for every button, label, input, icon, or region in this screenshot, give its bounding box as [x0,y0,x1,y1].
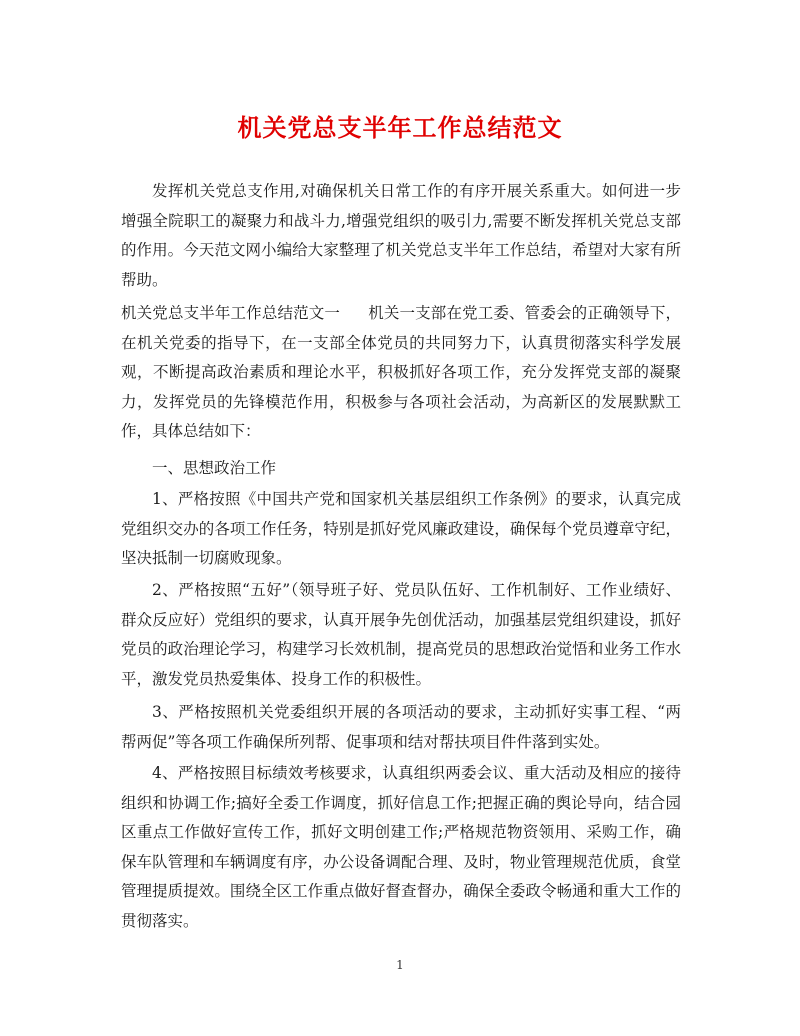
lead-paragraph [121,299,681,447]
lead-label: 机关党总支半年工作总结范文一 [121,304,341,322]
list-item: 2、严格按照“五好”（领导班子好、党员队伍好、工作机制好、工作业绩好、群众反应好）党组织的要求，认真开展争先创优活动，加强基层党组织建设，抓好党员的政治理论学习，构建学习长效机制，提高党员的思想政治觉悟和业务工作水平，激发党员热爱集体、投身工作的积极性。 [121,581,681,688]
document-title: 机关党总支半年工作总结范文 [237,113,563,142]
list-item: 4、严格按照目标绩效考核要求，认真组织两委会议、重大活动及相应的接待组织和协调工作;搞好全委工作调度，抓好信息工作;把握正确的舆论导向，结合园区重点工作做好宣传工作，抓好文明创建工作;严格规范物资领用、采购工作，确保车队管理和车辆调度有序，办公设备调配合理、及时，物业管理规范优质，食堂管理提质提效。围绕全区工作重点做好督查督办，确保全委政令畅通和重大工作的贯彻落实。 [121,764,681,930]
intro-paragraph: 发挥机关党总支作用,对确保机关日常工作的有序开展关系重大。如何进一步增强全院职工的凝聚力和战斗力,增强党组织的吸引力,需要不断发挥机关党总支部的作用。今天范文网小编给大家整理了机关党总支半年工作总结，希望对大家有所帮助。 [121,182,681,289]
lead-text: 机关一支部在党工委、管委会的正确领导下，在机关党委的指导下，在一支部全体党员的共同努力下，认真贯彻落实科学发展观，不断提高政治素质和理论水平，积极抓好各项工作，充分发挥党支部的凝聚力，发挥党员的先锋模范作用，积极参与各项社会活动，为高新区的发展默默工作，具体总结如下： [121,304,681,440]
list-item: 3、严格按照机关党委组织开展的各项活动的要求，主动抓好实事工程、“两帮两促”等各项工作确保所列帮、促事项和结对帮扶项目件件落到实处。 [121,703,681,751]
list-item: 1、严格按照《中国共产党和国家机关基层组织工作条例》的要求，认真完成党组织交办的各项工作任务，特别是抓好党风廉政建设，确保每个党员遵章守纪，坚决抵制一切腐败现象。 [121,490,681,567]
section-heading: 一、思想政治工作 [152,459,277,477]
page-number: 1 [396,958,404,972]
